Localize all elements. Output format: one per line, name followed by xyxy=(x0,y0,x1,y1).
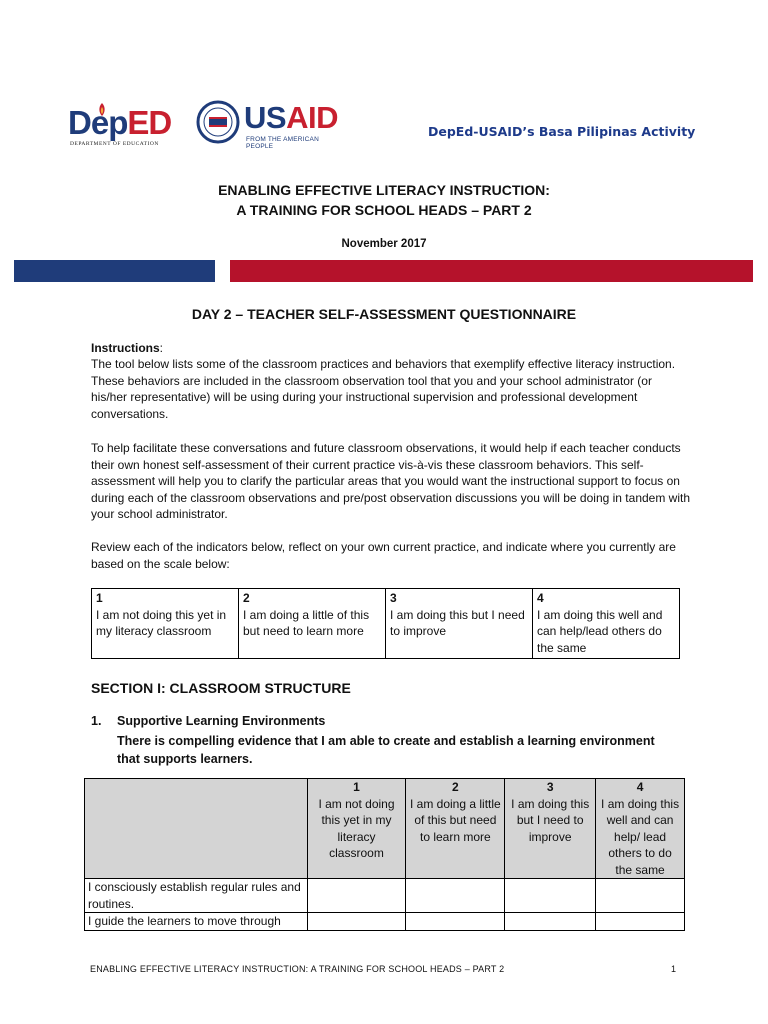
deped-logo: DepED DEPARTMENT OF EDUCATION xyxy=(68,97,160,155)
blue-banner-bar xyxy=(14,260,215,282)
table-row xyxy=(85,879,685,913)
rating-checkbox-cell[interactable] xyxy=(406,879,505,913)
page-number: 1 xyxy=(671,964,677,974)
rating-header-3: 3 I am doing this but I need to improve xyxy=(505,779,596,879)
item-title: Supportive Learning Environments xyxy=(117,714,326,728)
rating-header-blank xyxy=(85,779,308,879)
instructions-paragraph-2: To help facilitate these conversations and future classroom observations, it would help if each teacher conducts their own honest self-assessment of their current practice vis-à-vis these classroom behaviors. This self-assessment will help you to clarify the particular areas that you would want the instructional support to focus on during each of the classroom observations and pre/post observation discussions you will be doing in tandem with your school administrator. xyxy=(91,441,691,521)
instructions-paragraph-3: Review each of the indicators below, reflect on your own current practice, and indicate where you currently are based on the scale below: xyxy=(91,540,676,571)
document-date: November 2017 xyxy=(341,238,427,250)
page-footer: ENABLING EFFECTIVE LITERACY INSTRUCTION: A TRAINING FOR SCHOOL HEADS – PART 2 xyxy=(90,964,505,974)
document-title-line1: ENABLING EFFECTIVE LITERACY INSTRUCTION: xyxy=(218,182,550,198)
deped-subtitle: DEPARTMENT OF EDUCATION xyxy=(70,141,159,147)
usaid-logo: USAID FROM THE AMERICAN PEOPLE xyxy=(196,100,346,152)
item-description: There is compelling evidence that I am able to create and establish a learning environment that supports learners. xyxy=(117,734,655,766)
scale-cell-4: 4 I am doing this well and can help/lead others do the same xyxy=(533,589,680,659)
rating-checkbox-cell[interactable] xyxy=(307,879,406,913)
scale-cell-1: 1 I am not doing this yet in my literacy classroom xyxy=(92,589,239,659)
rating-header-2: 2 I am doing a little of this but need to learn more xyxy=(406,779,505,879)
rating-checkbox-cell[interactable] xyxy=(505,879,596,913)
instructions-label: Instructions: xyxy=(91,341,164,355)
rating-checkbox-cell[interactable] xyxy=(596,913,685,931)
instructions-paragraph-1: The tool below lists some of the classroom practices and behaviors that exemplify effective literacy instruction. These behaviors are included in the classroom observation tool that you and your school administrator (or his/her representative) will be using during your instructional supervision and professional development conversations. xyxy=(91,357,676,421)
rating-checkbox-cell[interactable] xyxy=(307,913,406,931)
activity-title: DepEd-USAID’s Basa Pilipinas Activity xyxy=(428,124,696,139)
rating-checkbox-cell[interactable] xyxy=(406,913,505,931)
usaid-seal-icon xyxy=(196,100,240,144)
scale-table xyxy=(91,588,680,659)
scale-cell-3: 3 I am doing this but I need to improve xyxy=(386,589,533,659)
rating-checkbox-cell[interactable] xyxy=(596,879,685,913)
red-banner-bar xyxy=(230,260,753,282)
rating-checkbox-cell[interactable] xyxy=(505,913,596,931)
table-row xyxy=(85,913,685,931)
usaid-subtitle: FROM THE AMERICAN PEOPLE xyxy=(246,136,319,150)
rating-header-1: 1 I am not doing this yet in my literacy classroom xyxy=(307,779,406,879)
indicator-cell: I guide the learners to move through xyxy=(85,913,308,931)
rating-header-row xyxy=(85,779,685,879)
scale-cell-2: 2 I am doing a little of this but need to learn more xyxy=(239,589,386,659)
indicator-cell: I consciously establish regular rules and routines. xyxy=(85,879,308,913)
item-number: 1. xyxy=(91,714,102,728)
rating-table xyxy=(84,778,685,931)
document-title-line2: A TRAINING FOR SCHOOL HEADS – PART 2 xyxy=(236,202,532,218)
section-heading: SECTION I: CLASSROOM STRUCTURE xyxy=(91,680,351,696)
questionnaire-heading: DAY 2 – TEACHER SELF-ASSESSMENT QUESTIONNAIRE xyxy=(191,306,577,322)
rating-header-4: 4 I am doing this well and can help/ lead others to do the same xyxy=(596,779,685,879)
deped-wordmark: D xyxy=(68,104,91,141)
